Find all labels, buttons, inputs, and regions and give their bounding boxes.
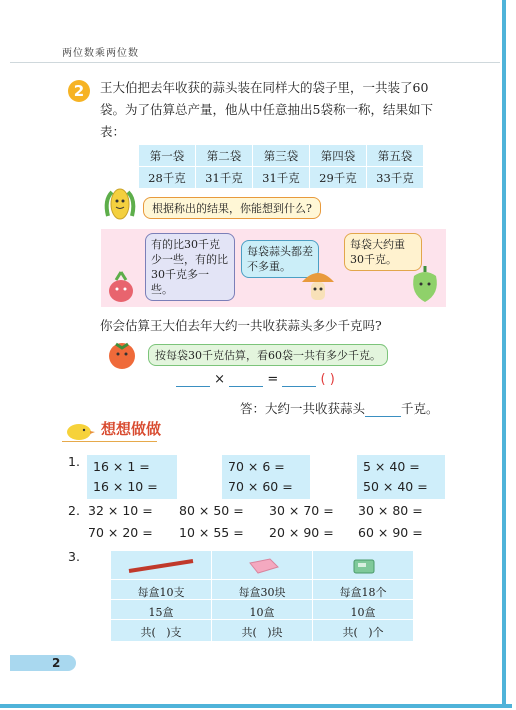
corn-character-icon: [100, 186, 140, 222]
total-prefix: 共(: [241, 626, 257, 639]
table-value-cell: 33千克: [367, 167, 424, 189]
unit-parentheses[interactable]: ( ): [320, 372, 335, 387]
equals-sign: =: [267, 372, 279, 387]
total-prefix: 共(: [140, 626, 156, 639]
thinking-prompt-bubble: 根据称出的结果，你能想到什么?: [143, 197, 321, 219]
blank-factor-2[interactable]: [229, 373, 263, 387]
page-frame-right: [502, 0, 506, 706]
calc-item: 30 × 80 =: [358, 503, 423, 518]
speech-bubble-1: 有的比30千克少一些，有的比30千克多一些。: [145, 233, 235, 301]
practice-section-title: 想想做做: [101, 420, 162, 438]
calc-item: 16 × 1 =: [93, 459, 150, 474]
estimation-formula: [176, 372, 335, 387]
table-header-cell: 第四袋: [310, 145, 367, 167]
table-header-cell: 第一袋: [139, 145, 196, 167]
problem-text: 王大伯把去年收获的蒜头装在同样大的袋子里，一共装了60袋。为了估算总产量，他从中任意抽出5袋称一称，结果如下表：: [100, 80, 433, 139]
calc-item: 20 × 90 =: [269, 525, 334, 540]
calc-item: 30 × 70 =: [269, 503, 334, 518]
total-blank[interactable]: [313, 624, 413, 640]
example-number-badge: 2: [68, 80, 90, 102]
question-3-number: 3.: [68, 549, 80, 564]
calc-item: 10 × 55 =: [179, 525, 244, 540]
calc-group-2: [222, 455, 310, 499]
total-blank[interactable]: [212, 624, 312, 640]
table-value-row: [139, 167, 424, 189]
per-box-label: 每盒30块: [238, 586, 286, 599]
speech-bubble-3: 每袋大约重30千克。: [344, 233, 422, 271]
page-number: 2: [52, 656, 61, 670]
mushroom-character-icon: [299, 264, 337, 304]
total-suffix: )支: [166, 626, 182, 639]
answer-blank[interactable]: [365, 403, 401, 417]
speech-bubble-2: 每袋蒜头都差不多重。: [241, 240, 319, 278]
table-header-cell: 第三袋: [253, 145, 310, 167]
answer-gap: [257, 626, 268, 639]
calc-item: 70 × 20 =: [88, 525, 153, 540]
per-box-label: 每盒18个: [339, 586, 387, 599]
table-value-cell: 28千克: [139, 167, 196, 189]
tomato-character-icon: [100, 336, 144, 372]
calc-item: 5 × 40 =: [363, 459, 420, 474]
total-suffix: )个: [368, 626, 384, 639]
table-value-cell: 29千克: [310, 167, 367, 189]
total-suffix: )块: [267, 626, 283, 639]
calc-group-1: [87, 455, 177, 499]
box-count: 10盒: [350, 606, 376, 619]
answer-sentence: [240, 399, 439, 417]
answer-gap: [156, 626, 167, 639]
table-header-row: [139, 145, 424, 167]
chick-icon: [62, 420, 96, 442]
hint-bubble: 按每袋30千克估算，看60袋一共有多少千克。: [148, 344, 388, 366]
answer-prefix: 答：大约一共收获蒜头: [240, 401, 366, 416]
pepper-character-icon: [408, 264, 442, 304]
calc-item: 50 × 40 =: [363, 479, 428, 494]
table-header-cell: 第五袋: [367, 145, 424, 167]
blank-product[interactable]: [282, 373, 316, 387]
calc-item: 16 × 10 =: [93, 479, 158, 494]
calc-item: 32 × 10 =: [88, 503, 153, 518]
stationery-column-sharpener: [313, 551, 413, 641]
total-blank[interactable]: [111, 624, 211, 640]
page-frame-bottom: [0, 704, 512, 708]
page-number-tab: [10, 655, 76, 671]
calc-item: 60 × 90 =: [358, 525, 423, 540]
radish-character-icon: [104, 270, 138, 304]
stationery-column-eraser: [212, 551, 313, 641]
times-sign: ×: [214, 372, 226, 387]
pencil-icon: [127, 559, 195, 573]
question-2-number: 2.: [68, 503, 80, 518]
total-prefix: 共(: [342, 626, 358, 639]
table-value-cell: 31千克: [253, 167, 310, 189]
box-count: 10盒: [249, 606, 275, 619]
table-value-cell: 31千克: [196, 167, 253, 189]
answer-gap: [358, 626, 369, 639]
calc-item: 70 × 60 =: [228, 479, 293, 494]
estimation-question: 你会估算王大伯去年大约一共收获蒜头多少千克吗?: [100, 318, 382, 333]
stationery-column-pencil: [111, 551, 212, 641]
sharpener-icon: [351, 556, 377, 576]
answer-suffix: 千克。: [401, 401, 439, 416]
calc-item: 80 × 50 =: [179, 503, 244, 518]
question-1-number: 1.: [68, 454, 80, 469]
per-box-label: 每盒10支: [137, 586, 185, 599]
stationery-table: [111, 551, 413, 641]
table-header-cell: 第二袋: [196, 145, 253, 167]
blank-factor-1[interactable]: [176, 373, 210, 387]
page-header: 两位数乘两位数: [62, 48, 139, 59]
bag-weight-table: [138, 144, 424, 189]
section-title-underline: [62, 441, 157, 442]
calc-group-3: [357, 455, 445, 499]
calc-item: 70 × 6 =: [228, 459, 285, 474]
header-divider: [10, 62, 500, 63]
eraser-icon: [246, 557, 280, 575]
box-count: 15盒: [148, 606, 174, 619]
